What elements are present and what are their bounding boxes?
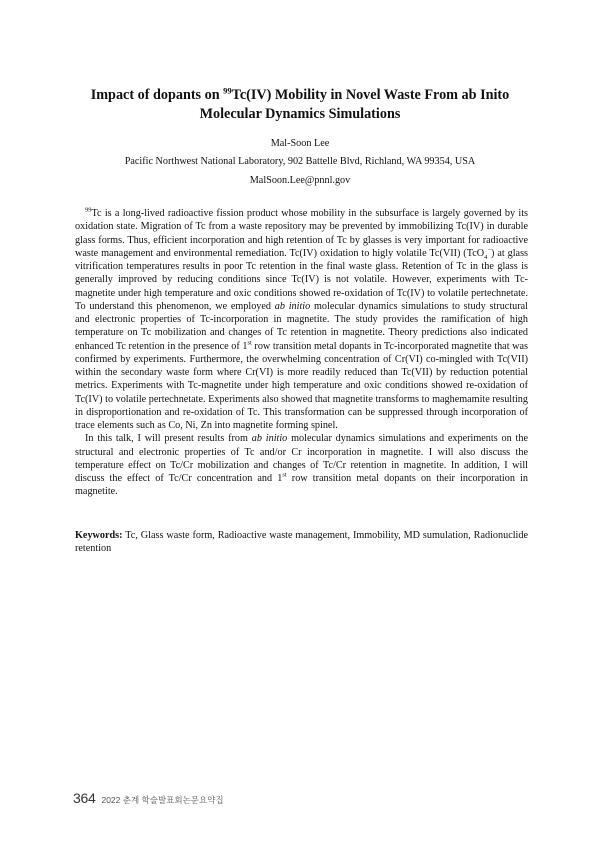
abstract-p1-text-2: ) at glass vitrification temperatures results in poor Tc retention in the final waste glass. Retention of Tc in the glass is generally improved by reducing conditions since Tc(IV) is not volatile. However, experiments with Tc-magnetite under high temperature and oxic conditions showed re-oxidation of Tc(IV) to volatile pertechnetate. To understand this phenomenon, we employed bbox=[75, 247, 528, 312]
abstract-p2-text-1: In this talk, I will present results from bbox=[85, 433, 252, 445]
abstract-p1-text-4: row transition metal dopants in Tc-incorporated magnetite that was confirmed by experiments. Furthermore, the overwhelming concentration of Cr(VI) co-mingled with Tc(VII) within the secondary waste form where Cr(VI) is more readily reduced than Tc(VII) by reduction potential metrics. Experiments with Tc-magnetite under high temperature and oxic conditions showed re-oxidation of Tc(IV) to volatile pertechnetate. Experiments also showed that magnetite transforms to maghemamite resulting in disproportionation and re-oxidation of Tc. This transformation can be suppressed through incorporation of trace elements such as Co, Ni, Zn into magnetite forming spinel. bbox=[75, 340, 528, 431]
title-suffix: Tc(IV) Mobility in Novel Waste From ab Inito Molecular Dynamics Simulations bbox=[199, 87, 510, 122]
superscript-minus: − bbox=[487, 246, 492, 254]
keywords-label: Keywords: bbox=[75, 530, 123, 541]
abstract-p1-text-1: Tc is a long-lived radioactive fission product whose mobility in the subsurface is largely governed by its oxidation state. Migration of Tc from a waste repository may be prevented by immobilizing Tc(IV) in durable glass forms. Thus, efficient incorporation and high retention of Tc by glasses is very important for radioactive waste management and environmental remediation. Tc(IV) oxidation to higly volatile Tc(VII) (TcO bbox=[75, 208, 528, 259]
abstract-paragraph-1 bbox=[75, 207, 528, 432]
paper-title bbox=[60, 86, 540, 124]
superscript-st: st bbox=[247, 339, 252, 347]
abstract bbox=[75, 207, 528, 499]
superscript-st: st bbox=[282, 471, 287, 479]
subscript-4: 4 bbox=[484, 253, 488, 261]
author-affiliation: Pacific Northwest National Laboratory, 902 Battelle Blvd, Richland, WA 99354, USA bbox=[124, 156, 476, 167]
abstract-p1-italic: ab initio bbox=[274, 300, 311, 312]
abstract-p2-text-3: row transition metal dopants on their incorporation in magnetite. bbox=[75, 473, 528, 498]
author-name: Mal-Soon Lee bbox=[270, 138, 330, 149]
page-number: 364 bbox=[73, 790, 96, 806]
proceedings-name: 2022 춘계 학술발표회논문요약집 bbox=[101, 795, 224, 805]
title-isotope-superscript: 99 bbox=[223, 85, 232, 96]
keywords bbox=[75, 529, 528, 556]
abstract-p2-italic: ab initio bbox=[251, 433, 288, 445]
abstract-paragraph-2 bbox=[75, 432, 528, 498]
abstract-p1-text-3: molecular dynamics simulations to study structural and electronic properties of Tc-incorporation in magnetite. The study provides the ramification of high temperature on Tc mobilization and changes of Tc retention in magnetite. Theory predictions also indicated enhanced Tc retention in the presence of 1 bbox=[75, 300, 528, 352]
abstract-p2-text-2: molecular dynamics simulations and experiments on the structural and electronic properties of Tc and/or Cr incorporation in magnetite. I will also discuss the temperature effect on Tc/Cr mobilization and changes of Tc/Cr retention in magnetite. In addition, I will discuss the effect of Tc/Cr concentration and 1 bbox=[75, 433, 528, 484]
title-prefix: Impact of dopants on bbox=[90, 87, 224, 103]
author-email: MalSoon.Lee@pnnl.gov bbox=[249, 175, 351, 186]
isotope-superscript: 99 bbox=[85, 206, 92, 214]
page-footer bbox=[73, 790, 224, 810]
keywords-text: Tc, Glass waste form, Radioactive waste management, Immobility, MD sumulation, Radionuclide retention bbox=[75, 530, 528, 555]
